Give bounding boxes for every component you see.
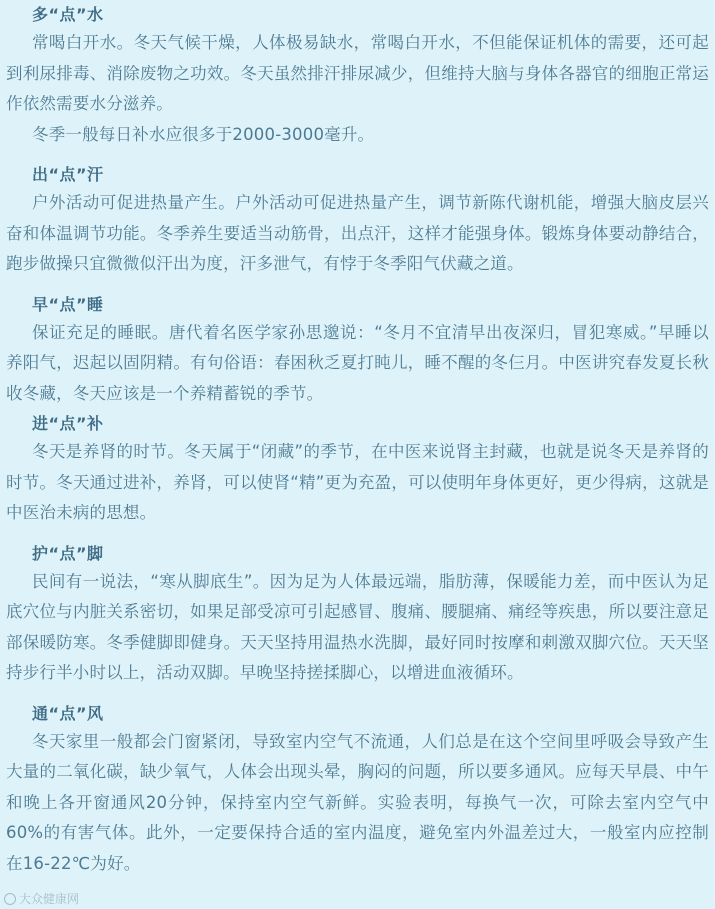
section-paragraph: 民间有一说法，“寒从脚底生”。因为足为人体最远端，脂肪薄，保暖能力差，而中医认为足底穴位与内脏关系密切，如果足部受凉可引起感冒、腹痛、腰腿痛、痛经等疾患，所以要注意足部保暖防寒。冬季健脚即健身。天天坚持用温热水洗脚，最好同时按摩和刺激双脚穴位。天天坚持步行半小时以上，活动双脚。早晚坚持搓揉脚心，以增进血液循环。 (6, 571, 709, 682)
watermark-logo-icon (4, 893, 16, 905)
watermark (4, 890, 79, 907)
section-heading: 早“点”睡 (32, 294, 104, 314)
section-paragraph: 常喝白开水。冬天气候干燥，人体极易缺水，常喝白开水，不但能保证机体的需要，还可起到利尿排毒、消除废物之功效。冬天虽然排汗排尿减少，但维持大脑与身体各器官的细胞正常运作依然需要水分滋养。 (6, 33, 709, 113)
watermark-text: 大众健康网 (19, 892, 80, 906)
section-nourish (6, 411, 709, 529)
section-heading: 出“点”汗 (32, 165, 104, 184)
section-heading: 进“点”补 (32, 414, 104, 433)
section-spacer (6, 529, 709, 541)
section-spacer (6, 689, 709, 701)
section-heading: 多“点”水 (32, 5, 104, 24)
section-drink-water (6, 2, 709, 150)
section-paragraph: 冬天家里一般都会门窗紧闭，导致室内空气不流通，人们总是在这个空间里呼吸会导致产生大量的二氧化碳，缺少氧气，人体会出现头晕，胸闷的问题，所以要多通风。应每天早晨、中午和晚上各开窗通风20分钟，保持室内空气新鲜。实验表明，每换气一次，可除去室内空气中60%的有害气体。此外，一定要保持合适的室内温度，避免室内外温差过大，一般室内应控制在16-22℃为好。 (6, 731, 709, 873)
section-sleep-early (6, 292, 709, 410)
section-spacer (6, 280, 709, 292)
section-paragraph: 冬季一般每日补水应很多于2000-3000毫升。 (32, 124, 375, 144)
section-ventilation (6, 701, 709, 880)
section-heading: 通“点”风 (32, 703, 104, 723)
section-paragraph: 户外活动可促进热量产生。户外活动可促进热量产生，调节新陈代谢机能，增强大脑皮层兴奋和体温调节功能。冬季养生要适当动筋骨，出点汗，这样才能强身体。锻炼身体要动静结合，跑步做操只宜微微似汗出为度，汗多泄气，有悖于冬季阳气伏藏之道。 (6, 193, 709, 273)
section-foot-care (6, 541, 709, 689)
section-paragraph: 保证充足的睡眠。唐代着名医学家孙思邈说：“冬月不宜清早出夜深归，冒犯寒威。”早睡以养阳气，迟起以固阴精。有句俗语：春困秋乏夏打盹儿，睡不醒的冬仨月。中医讲究春发夏长秋收冬藏，冬天应该是一个养精蓄锐的季节。 (6, 322, 709, 403)
section-spacer (6, 150, 709, 162)
section-sweat (6, 162, 709, 280)
section-paragraph: 冬天是养肾的时节。冬天属于“闭藏”的季节，在中医来说肾主封藏，也就是说冬天是养肾的时节。冬天通过进补，养肾，可以使肾“精”更为充盈，可以使明年身体更好，更少得病，这就是中医治未病的思想。 (6, 442, 709, 522)
section-heading: 护“点”脚 (32, 543, 104, 563)
